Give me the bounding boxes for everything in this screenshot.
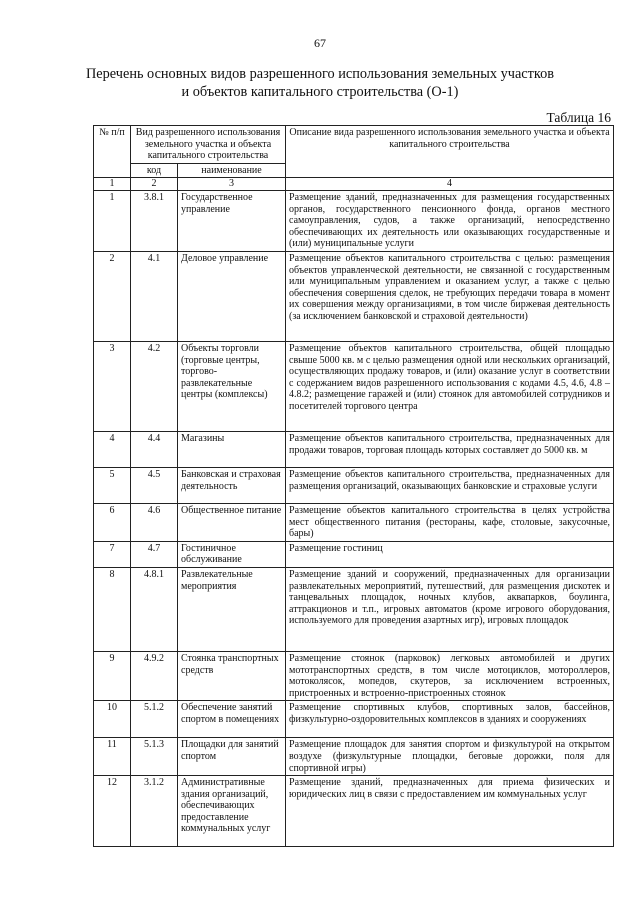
row-code: 5.1.2 — [131, 701, 178, 738]
row-description: Размещение спортивных клубов, спортивных залов, бассейнов, физкультурно-оздоровительных комплексов в зданиях и сооружениях — [286, 701, 614, 738]
page-title — [60, 65, 580, 101]
row-description: Размещение площадок для занятия спортом и физкультурой на открытом воздухе (физкультурные площадки, беговые дорожки, поля для спортивной игры) — [286, 738, 614, 776]
row-number: 11 — [94, 738, 131, 776]
table-row — [94, 467, 614, 503]
table-row — [94, 190, 614, 251]
row-description: Размещение стоянок (парковок) легковых автомобилей и других мототранспортных средств, в том числе мотоциклов, мотороллеров, мотоколясок, мопедов, скутеров, за исключением встроенных, пристроенных и встроенно-пристроенных стоянок — [286, 651, 614, 700]
row-number: 12 — [94, 776, 131, 847]
column-index: 3 — [178, 178, 286, 191]
header-kind: Вид разрешенного использования земельного участка и объекта капитального строительства — [131, 126, 286, 164]
row-description: Размещение объектов капитального строительства, предназначенных для продажи товаров, торговая площадь которых составляет до 5000 кв. м — [286, 431, 614, 467]
row-description: Размещение зданий и сооружений, предназначенных для организации развлекательных мероприятий, путешествий, для размещения дискотек и танцевальных площадок, ночных клубов, аквапарков, боулинга, аттракционов и т.п., игровых автоматов (кроме игрового оборудования, используемого для проведения азартных игр), игровых площадок — [286, 567, 614, 651]
row-description: Размещение зданий, предназначенных для размещения государственных органов, государственного пенсионного фонда, органов местного самоуправления, судов, а также организаций, непосредственно обеспечивающих их деятельность или оказывающих государственные и (или) муниципальные услуги — [286, 190, 614, 251]
row-description: Размещение объектов капитального строительства, общей площадью свыше 5000 кв. м с целью размещения одной или нескольких организаций, осуществляющих продажу товаров, и (или) оказание услуг в соответствии с содержанием видов разрешенного использования с кодами 4.5, 4.6, 4.8 – 4.8.2; размещение гаражей и (или) стоянок для автомобилей сотрудников и посетителей торгового центра — [286, 341, 614, 431]
row-number: 7 — [94, 541, 131, 567]
column-index-row — [94, 178, 614, 191]
row-description: Размещение гостиниц — [286, 541, 614, 567]
row-name: Развлекательные мероприятия — [178, 567, 286, 651]
row-name: Площадки для занятий спортом — [178, 738, 286, 776]
table-label: Таблица 16 — [546, 110, 611, 125]
row-code: 3.1.2 — [131, 776, 178, 847]
row-name: Гостиничное обслуживание — [178, 541, 286, 567]
row-number: 4 — [94, 431, 131, 467]
row-code: 4.5 — [131, 467, 178, 503]
row-name: Объекты торговли (торговые центры, торгово-развлекательные центры (комплексы) — [178, 341, 286, 431]
row-name: Административные здания организаций, обеспечивающих предоставление коммунальных услуг — [178, 776, 286, 847]
header-description: Описание вида разрешенного использования земельного участка и объекта капитального строительства — [286, 126, 614, 178]
column-index: 2 — [131, 178, 178, 191]
row-code: 3.8.1 — [131, 190, 178, 251]
row-number: 9 — [94, 651, 131, 700]
row-number: 8 — [94, 567, 131, 651]
row-code: 4.2 — [131, 341, 178, 431]
table-row — [94, 738, 614, 776]
column-index: 4 — [286, 178, 614, 191]
land-use-table — [93, 125, 614, 847]
row-number: 5 — [94, 467, 131, 503]
page-number: 67 — [314, 36, 326, 50]
row-name: Магазины — [178, 431, 286, 467]
column-index: 1 — [94, 178, 131, 191]
row-code: 4.1 — [131, 251, 178, 341]
header-num: № п/п — [94, 126, 131, 178]
table-row — [94, 341, 614, 431]
row-name: Банковская и страховая деятельность — [178, 467, 286, 503]
row-description: Размещение объектов капитального строительства, предназначенных для размещения организаций, оказывающих банковские и страховые услуги — [286, 467, 614, 503]
row-number: 2 — [94, 251, 131, 341]
row-number: 3 — [94, 341, 131, 431]
row-name: Стоянка транспортных средств — [178, 651, 286, 700]
row-code: 4.9.2 — [131, 651, 178, 700]
row-code: 4.6 — [131, 503, 178, 541]
row-code: 5.1.3 — [131, 738, 178, 776]
header-name: наименование — [178, 163, 286, 178]
row-number: 10 — [94, 701, 131, 738]
table-row — [94, 503, 614, 541]
row-number: 6 — [94, 503, 131, 541]
row-code: 4.7 — [131, 541, 178, 567]
table-row — [94, 541, 614, 567]
table-row — [94, 251, 614, 341]
row-code: 4.4 — [131, 431, 178, 467]
header-code: код — [131, 163, 178, 178]
table-row — [94, 567, 614, 651]
row-description: Размещение зданий, предназначенных для приема физических и юридических лиц в связи с предоставлением им коммунальных услуг — [286, 776, 614, 847]
title-line-1: Перечень основных видов разрешенного использования земельных участков — [85, 66, 555, 82]
table-row — [94, 776, 614, 847]
row-description: Размещение объектов капитального строительства в целях устройства мест общественного питания (рестораны, кафе, столовые, закусочные, бары) — [286, 503, 614, 541]
row-description: Размещение объектов капитального строительства с целью: размещения объектов управленческой деятельности, не связанной с государственным или муниципальным управлением и оказанием услуг, а также с целью обеспечения совершения сделок, не требующих передачи товара в момент их совершения между организациями, в том числе биржевая деятельность (за исключением банковской и страховой деятельности) — [286, 251, 614, 341]
row-number: 1 — [94, 190, 131, 251]
table-row — [94, 431, 614, 467]
title-line-2: и объектов капитального строительства (О-1) — [181, 84, 459, 100]
row-name: Общественное питание — [178, 503, 286, 541]
row-name: Государственное управление — [178, 190, 286, 251]
row-name: Обеспечение занятий спортом в помещениях — [178, 701, 286, 738]
row-code: 4.8.1 — [131, 567, 178, 651]
row-name: Деловое управление — [178, 251, 286, 341]
table-row — [94, 701, 614, 738]
table-row — [94, 651, 614, 700]
